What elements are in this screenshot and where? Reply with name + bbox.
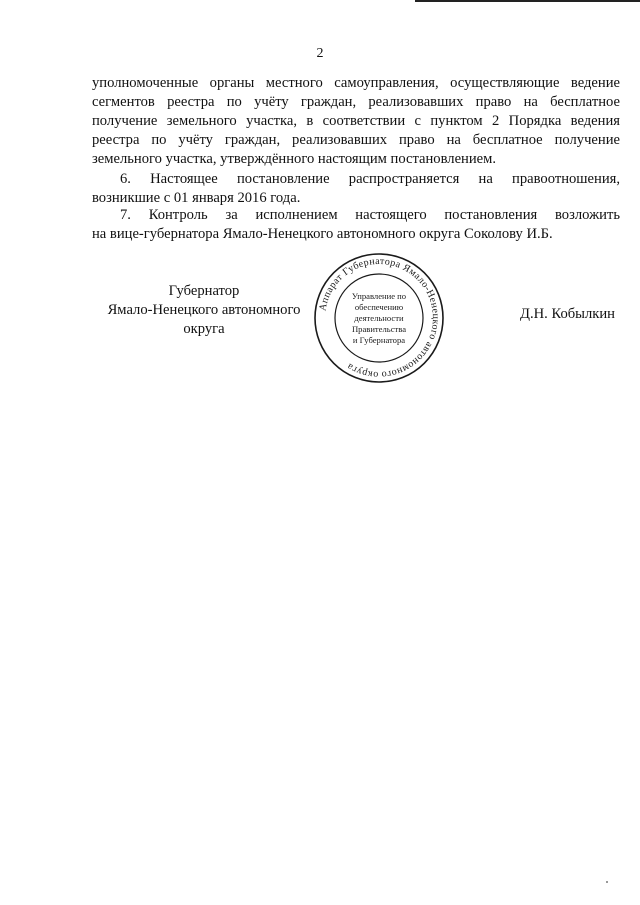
text-line: уполномоченные органы местного самоуправления, осуществляющие ведение: [92, 75, 620, 91]
signatory-title-line: Губернатор: [168, 283, 240, 299]
seal-center-line: Правительства: [351, 324, 407, 334]
seal-graphic: [311, 250, 447, 386]
paragraph-continuation: [92, 74, 620, 169]
text-line: сегментов реестра по учёту граждан, реализовавших право на бесплатное: [92, 94, 620, 110]
seal-center-line: деятельности: [354, 313, 404, 323]
signatory-title-line: Ямало-Ненецкого автономного округа: [107, 302, 301, 337]
text-line: 7. Контроль за исполнением настоящего постановления возложить: [120, 207, 620, 223]
official-seal: [311, 250, 447, 386]
signatory-name: Д.Н. Кобылкин: [520, 306, 615, 322]
seal-ring-text: Аппарат Губернатора Ямало-Ненецкого автономного округа: [317, 255, 442, 381]
paragraph-7: [92, 206, 620, 244]
page-number: 2: [316, 46, 324, 61]
text-line: получение земельного участка, в соответствии с пунктом 2 Порядка ведения: [92, 113, 620, 129]
text-line: реестра по учёту граждан, реализовавших право на бесплатное получение: [92, 132, 620, 148]
signatory-title: [91, 282, 317, 339]
top-rule: [415, 0, 640, 2]
scan-speck: [606, 881, 608, 883]
text-line: земельного участка, утверждённого настоящим постановлением.: [92, 151, 497, 167]
paragraph-6: [92, 170, 620, 208]
seal-center-line: обеспечению: [354, 302, 404, 312]
seal-center-line: Управление по: [351, 291, 407, 301]
seal-center-text: [352, 291, 406, 345]
text-line: 6. Настоящее постановление распространяется на правоотношения,: [120, 171, 620, 187]
text-line: на вице-губернатора Ямало-Ненецкого автономного округа Соколову И.Б.: [92, 226, 553, 242]
text-line: возникшие с 01 января 2016 года.: [92, 190, 301, 206]
seal-center-line: и Губернатора: [352, 335, 406, 345]
